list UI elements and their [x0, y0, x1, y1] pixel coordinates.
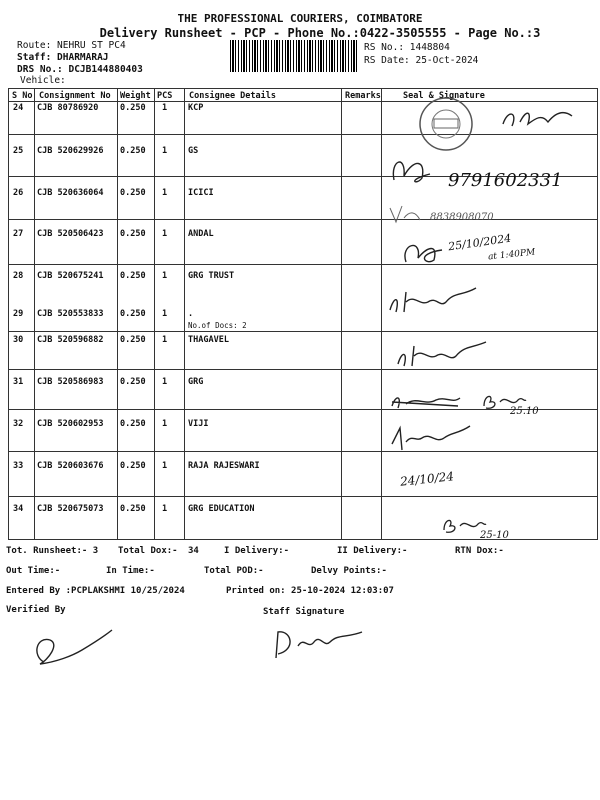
handwritten-date-33: 24/10/24	[399, 469, 455, 489]
signature-row-25	[386, 150, 446, 190]
signature-row-31	[386, 388, 466, 414]
tot-runsheet: Tot. Runsheet:- 3	[6, 546, 99, 556]
delvy-points: Delvy Points:-	[311, 566, 387, 576]
col-pcs: PCS	[157, 91, 173, 101]
staff-label: Staff: DHARMARAJ	[17, 52, 109, 63]
rs-number: RS No.: 1448804	[364, 42, 450, 53]
runsheet-subtitle: Delivery Runsheet - PCP - Phone No.:0422-3505555 - Page No.:3	[99, 26, 541, 40]
col-consignee: Consignee Details	[189, 91, 276, 101]
entered-by: Entered By :PCPLAKSHMI 10/25/2024	[6, 586, 185, 596]
out-time: Out Time:-	[6, 566, 61, 576]
staff-signature-label: Staff Signature	[263, 607, 345, 617]
in-time: In Time:-	[106, 566, 155, 576]
signature-row-28	[384, 282, 484, 322]
verified-by: Verified By	[6, 605, 66, 615]
signature-row-24	[498, 104, 578, 134]
handwritten-time-27: at 1:40PM	[487, 247, 536, 263]
rtn-dox: RTN Dox:-	[455, 546, 504, 556]
handwritten-date-27: 25/10/2024	[447, 231, 513, 254]
total-dox-value: 34	[188, 546, 199, 556]
verifier-signature	[26, 622, 116, 672]
drs-number: DRS No.: DCJB144880403	[17, 64, 143, 75]
signature-row-27	[398, 232, 448, 272]
route-label: Route: NEHRU ST PC4	[17, 40, 126, 51]
company-title: THE PROFESSIONAL COURIERS, COIMBATORE	[177, 12, 423, 25]
printed-on: Printed on: 25-10-2024 12:03:07	[226, 586, 394, 596]
signature-row-30	[392, 338, 492, 372]
company-seal-stamp	[410, 92, 496, 152]
col-weight: Weight	[120, 91, 151, 101]
barcode-image	[230, 40, 358, 72]
total-dox-label: Total Dox:-	[118, 546, 178, 556]
ii-delivery: II Delivery:-	[337, 546, 408, 556]
vehicle-label: Vehicle:	[20, 75, 66, 86]
signature-row-26	[386, 202, 426, 228]
col-remarks: Remarks	[345, 91, 381, 101]
handwritten-date-34: 25-10	[480, 530, 509, 541]
i-delivery: I Delivery:-	[224, 546, 290, 556]
col-consignment: Consignment No	[39, 91, 111, 101]
staff-signature	[268, 624, 368, 664]
rs-date: RS Date: 25-Oct-2024	[364, 55, 479, 66]
signature-row-32	[386, 422, 476, 456]
handwritten-phone-2: 8838908070	[430, 212, 494, 223]
handwritten-date-31: 25.10	[510, 406, 539, 417]
col-seal-signature: Seal & Signature	[403, 91, 485, 101]
col-sno: S No	[12, 91, 33, 101]
handwritten-phone-1: 9791602331	[448, 170, 563, 191]
total-pod: Total POD:-	[204, 566, 264, 576]
